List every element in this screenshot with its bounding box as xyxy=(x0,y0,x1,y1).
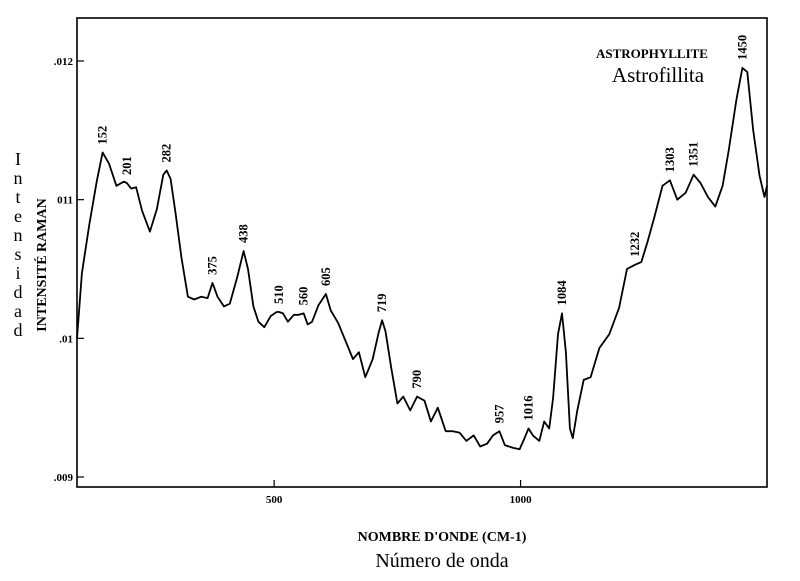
peak-label: 510 xyxy=(272,285,287,304)
x-axis-sublabel: Número de onda xyxy=(375,550,509,572)
peak-label: 438 xyxy=(236,224,251,243)
peak-label: 1351 xyxy=(686,141,701,167)
chart-title: ASTROPHYLLITE xyxy=(596,46,708,61)
x-axis-ticks xyxy=(266,480,532,506)
peak-label: 201 xyxy=(119,156,134,175)
y-axis-label: INTENSITÉ RAMAN xyxy=(35,198,50,332)
peak-label: 1232 xyxy=(627,231,642,257)
peak-label: 1450 xyxy=(735,34,750,60)
peak-label: 282 xyxy=(159,143,174,163)
y-tick-label: .01 xyxy=(59,333,73,346)
peak-label: 790 xyxy=(410,369,425,389)
peak-label: 957 xyxy=(492,404,507,424)
y-tick-label: .012 xyxy=(53,56,73,68)
y-axis-ticks xyxy=(54,56,84,484)
chart-subtitle: Astrofillita xyxy=(611,63,705,87)
peak-label: 1016 xyxy=(521,395,536,421)
series-line xyxy=(77,68,767,449)
peak-label: 605 xyxy=(318,267,333,286)
peak-label: 560 xyxy=(296,286,311,306)
x-tick-label: 1000 xyxy=(509,494,532,506)
peak-label: 719 xyxy=(375,293,390,313)
x-axis-label: NOMBRE D'ONDE (CM-1) xyxy=(357,530,527,545)
peak-label: 152 xyxy=(95,125,110,145)
peak-label: 375 xyxy=(205,256,220,275)
y-axis-sublabel: I n t e n s i d a d xyxy=(13,149,23,340)
y-tick-label: 011 xyxy=(57,194,73,207)
peak-label: 1084 xyxy=(555,280,569,306)
peak-label: 1303 xyxy=(662,147,677,173)
y-tick-label: .009 xyxy=(53,472,73,484)
x-tick-label: 500 xyxy=(265,494,283,506)
